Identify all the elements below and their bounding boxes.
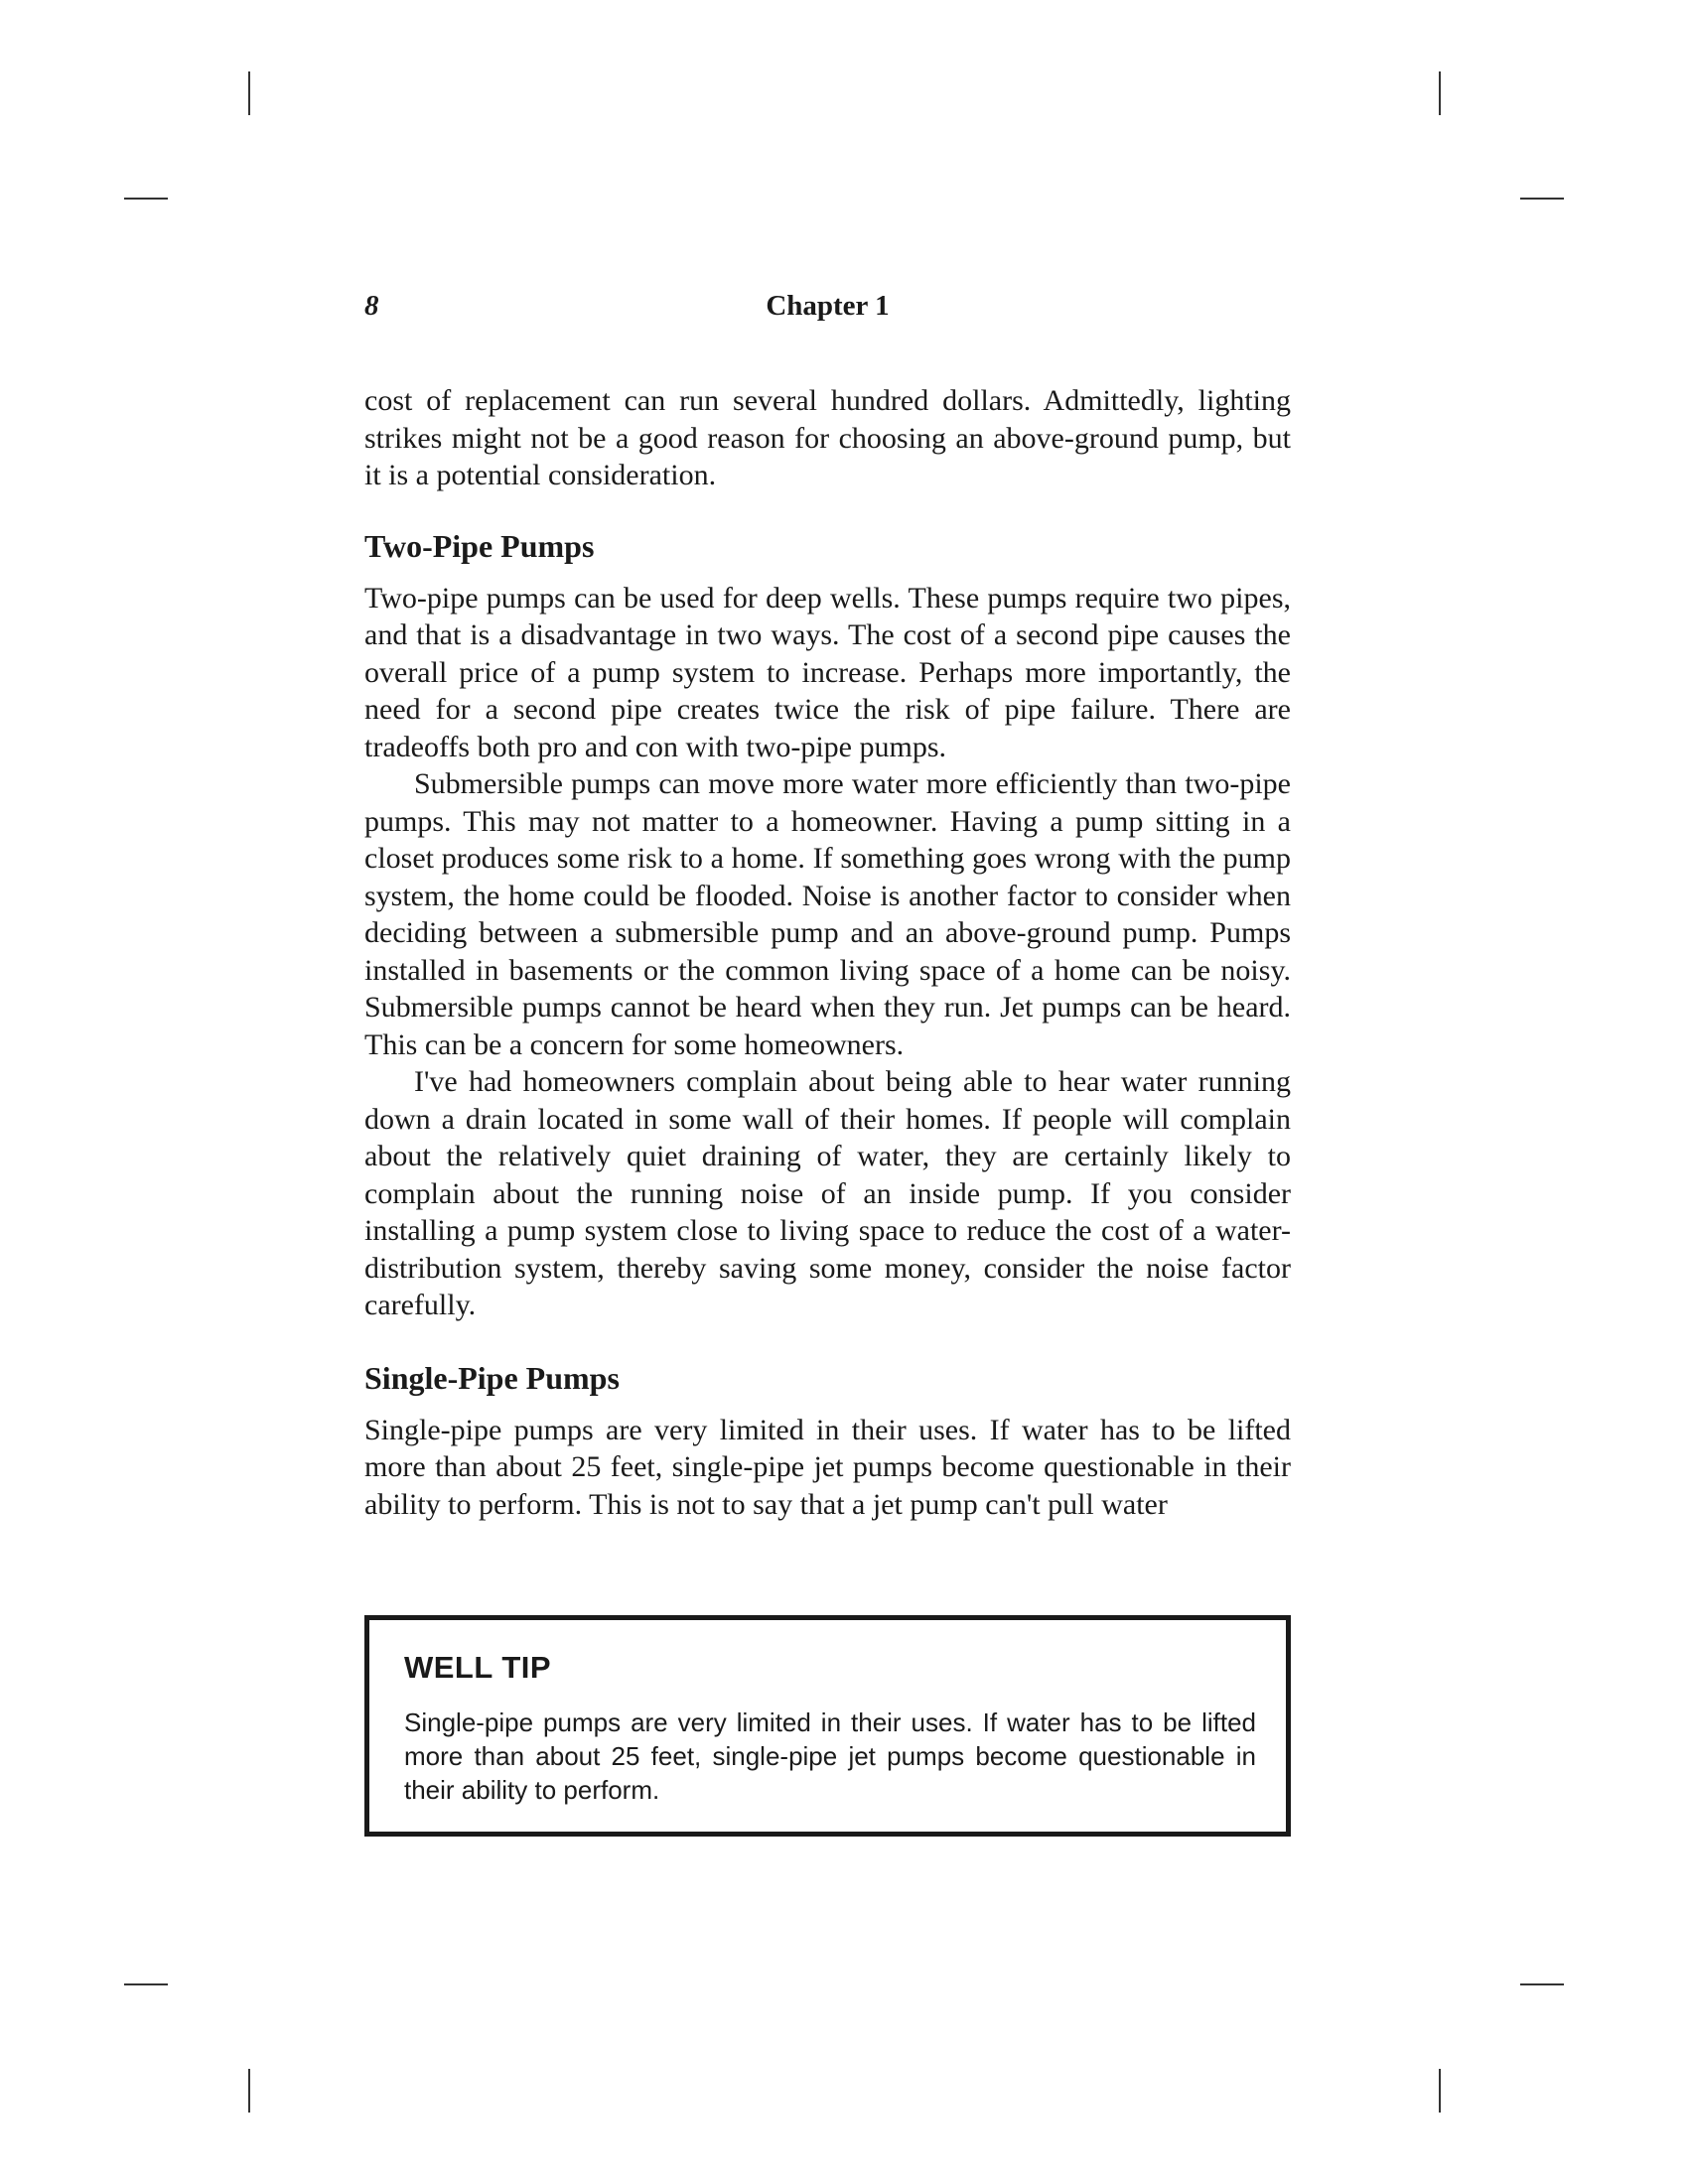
paragraph-intro: cost of replacement can run several hundred dollars. Admittedly, lighting strikes might not be a good reason for choosing an above-ground pump, but it is a potential consideration. (364, 384, 1291, 491)
well-tip-box (364, 1615, 1291, 1837)
paragraph-two-pipe-1: Two-pipe pumps can be used for deep wells. These pumps require two pipes, and that is a disadvantage in two ways. The cost of a second pipe causes the overall price of a pump system to increase. Perhaps more importantly, the need for a second pipe creates twice the risk of pipe failure. There are tradeoffs both pro and con with two-pipe pumps. (364, 581, 1291, 763)
page-header (364, 290, 1291, 330)
crop-mark-top-left-h (124, 198, 168, 200)
crop-mark-bottom-left-h (124, 1983, 168, 1985)
tip-title: WELL TIP (404, 1650, 552, 1685)
section-heading-single-pipe-pumps: Single-Pipe Pumps (364, 1359, 620, 1396)
section-heading-two-pipe-pumps: Two-Pipe Pumps (364, 527, 595, 564)
paragraph-single-pipe-1: Single-pipe pumps are very limited in their uses. If water has to be lifted more than about 25 feet, single-pipe jet pumps become questionable in their ability to perform. This is not to say that a jet pump can't pull water (364, 1413, 1291, 1521)
page-number: 8 (364, 290, 379, 322)
page-body (364, 382, 1291, 1523)
paragraph-two-pipe-2: Submersible pumps can move more water more efficiently than two-pipe pumps. This may not matter to a homeowner. Having a pump sitting in a closet produces some risk to a home. If something goes wrong with the pump system, the home could be flooded. Noise is another factor to consider when deciding between a submersible pump and an above-ground pump. Pumps installed in basements or the common living space of a home can be noisy. Submersible pumps cannot be heard when they run. Jet pumps can be heard. This can be a concern for some homeowners. (364, 767, 1291, 1061)
crop-mark-bottom-right (1439, 2069, 1441, 2113)
running-head: Chapter 1 (766, 290, 890, 322)
paragraph-two-pipe-3: I've had homeowners complain about being able to hear water running down a drain located in some wall of their homes. If people will complain about the relatively quiet draining of water, they are certainly likely to complain about the running noise of an inside pump. If you consider installing a pump system close to living space to reduce the cost of a water-distribution system, thereby saving some money, consider the noise factor carefully. (364, 1065, 1291, 1321)
tip-text: Single-pipe pumps are very limited in their uses. If water has to be lifted more than about 25 feet, single-pipe jet pumps become questionable in their ability to perform. (404, 1707, 1256, 1805)
crop-mark-bottom-left (248, 2069, 250, 2113)
crop-mark-bottom-right-h (1520, 1983, 1564, 1985)
crop-mark-top-left (248, 71, 250, 115)
crop-mark-top-right (1439, 71, 1441, 115)
crop-mark-top-right-h (1520, 198, 1564, 200)
